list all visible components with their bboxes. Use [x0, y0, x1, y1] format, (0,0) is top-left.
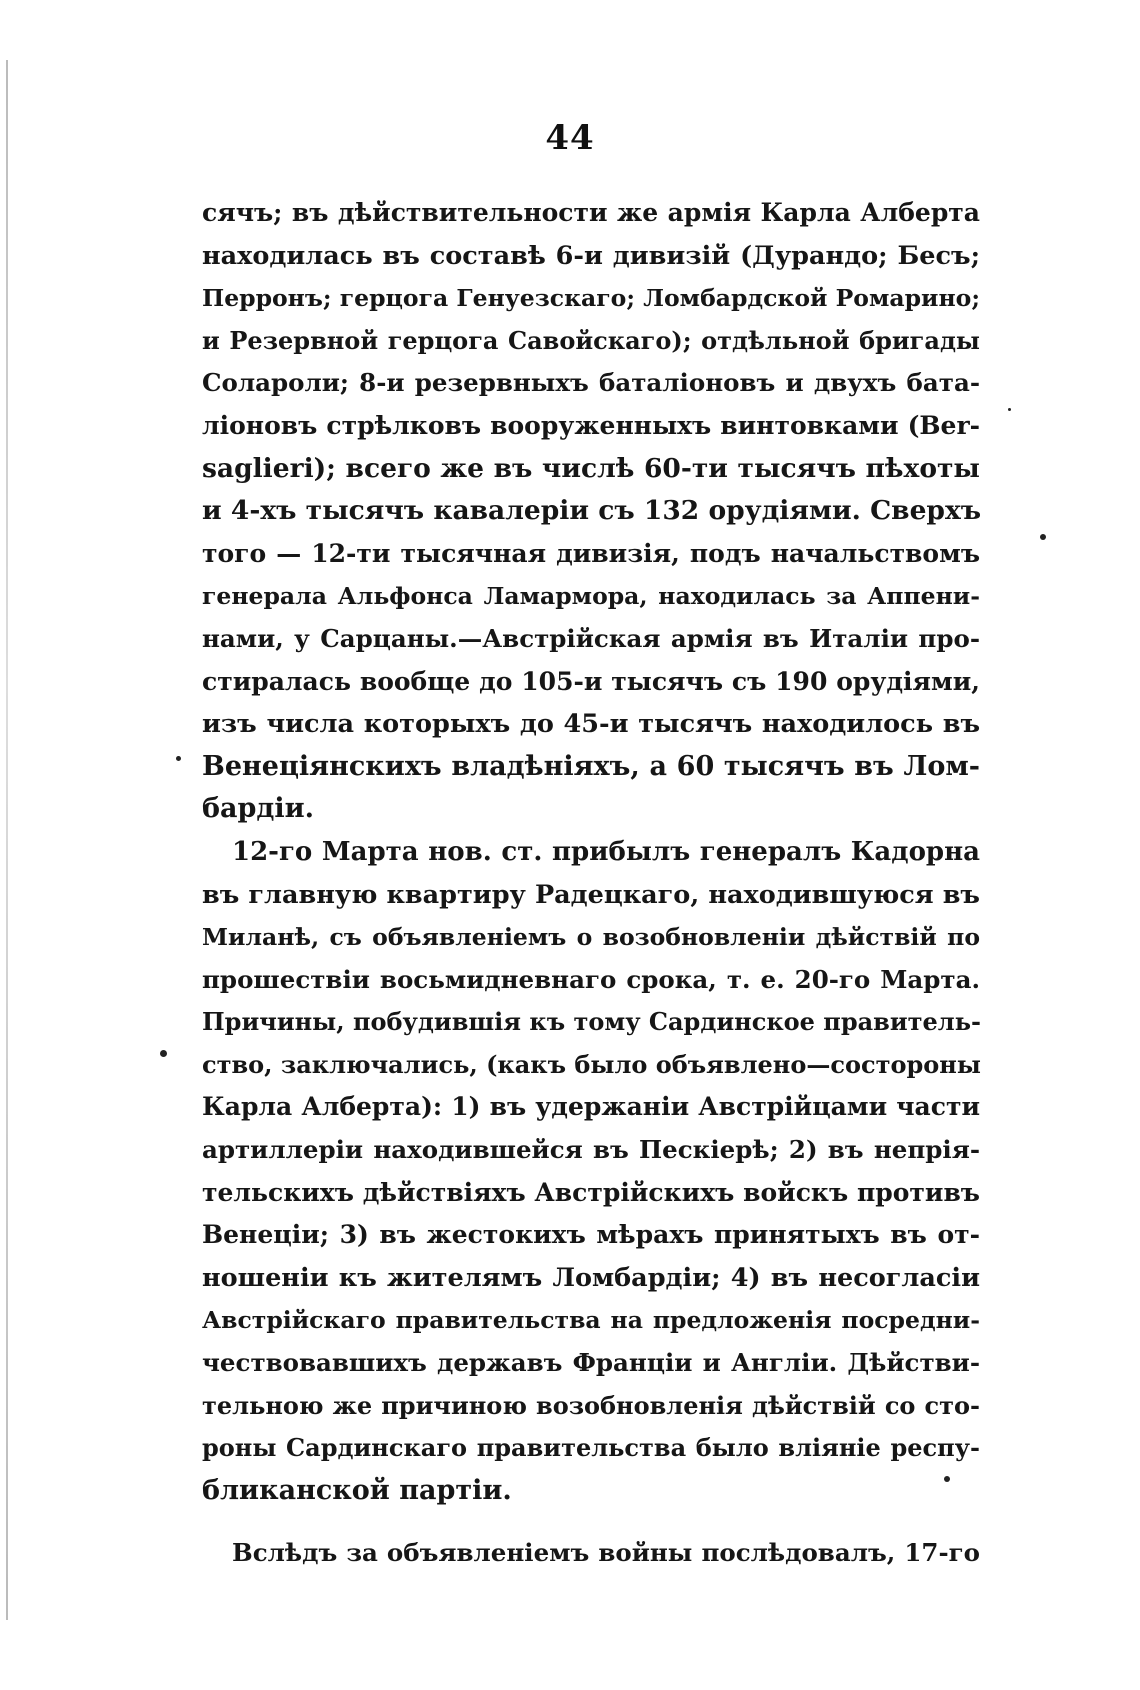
text-line: Карла Алберта): 1) въ удержаніи Австрійцами части	[202, 1092, 980, 1122]
text-line: Венеціи; 3) въ жестокихъ мѣрахъ принятыхъ въ от-	[202, 1220, 980, 1250]
text-line: изъ числа которыхъ до 45-и тысячъ находилось въ	[202, 709, 980, 740]
text-line: нами, у Сарцаны.—Австрійская армія въ Италіи про-	[202, 623, 980, 653]
text-line: и Резервной герцога Савойскаго); отдѣльной бригады	[202, 325, 980, 355]
paragraph-first-line: Вслѣдъ за объявленіемъ войны послѣдовалъ, 17-го	[232, 1538, 980, 1568]
text-line: Причины, побудившія къ тому Сардинское правитель-	[202, 1007, 981, 1037]
text-line: Солароли; 8-и резервныхъ баталіоновъ и двухъ бата-	[202, 368, 980, 398]
text-line: ліоновъ стрѣлковъ вооруженныхъ винтовками (Ber-	[202, 410, 980, 440]
text-line: чествовавшихъ державъ Франціи и Англіи. Дѣйстви-	[202, 1348, 980, 1378]
text-line: тельскихъ дѣйствіяхъ Австрійскихъ войскъ противъ	[202, 1177, 980, 1207]
text-line: Перронъ; герцога Генуезскаго; Ломбардской Ромарино;	[202, 284, 981, 313]
text-line: и 4-хъ тысячъ кавалеріи съ 132 орудіями. Сверхъ	[202, 495, 982, 527]
scan-speck	[1040, 534, 1046, 540]
text-line: Венеціянскихъ владѣніяхъ, а 60 тысячъ въ Лом-	[202, 750, 980, 782]
scan-speck	[160, 1050, 167, 1057]
text-line: бардіи.	[202, 793, 315, 825]
text-line: сячъ; въ дѣйствительности же армія Карла Алберта	[202, 198, 980, 227]
page-edge-line	[6, 60, 8, 1620]
text-line: бликанской партіи.	[202, 1474, 512, 1506]
text-line: стиралась вообще до 105-и тысячъ съ 190 орудіями,	[202, 666, 980, 696]
scan-speck	[1008, 408, 1011, 411]
text-line: того — 12-ти тысячная дивизія, подъ начальствомъ	[202, 538, 980, 568]
text-line: роны Сардинскаго правительства было вліяніе респу-	[202, 1433, 980, 1463]
body-text	[202, 192, 980, 1575]
text-line: въ главную квартиру Радецкаго, находившуюся въ	[202, 879, 980, 910]
text-line: генерала Альфонса Ламармора, находилась за Аппени-	[202, 582, 980, 611]
paragraph-first-line: 12-го Марта нов. ст. прибылъ генералъ Кадорна	[232, 836, 980, 867]
text-line: ношеніи къ жителямъ Ломбардіи; 4) въ несогласіи	[202, 1262, 980, 1293]
page-number: 44	[545, 118, 595, 158]
scan-speck	[944, 1476, 950, 1482]
text-line: артиллеріи находившейся въ Пескіерѣ; 2) въ непрія-	[202, 1135, 980, 1165]
paragraph-gap	[202, 1512, 980, 1532]
text-line: прошествіи восьмидневнаго срока, т. е. 20-го Марта.	[202, 964, 980, 994]
text-line: ство, заключались, (какъ было объявлено—состороны	[202, 1049, 981, 1079]
text-line: находилась въ составѣ 6-и дивизій (Дурандо; Бесъ;	[202, 240, 980, 271]
text-line: Австрійскаго правительства на предложенія посредни-	[202, 1306, 980, 1335]
text-line: Миланѣ, съ объявленіемъ о возобновленіи дѣйствій по	[202, 923, 980, 952]
text-line: тельною же причиною возобновленія дѣйствій со сто-	[202, 1390, 980, 1420]
scan-speck	[176, 756, 181, 761]
text-line: sаgliеri); всего же въ числѣ 60-ти тысячъ пѣхоты	[202, 452, 980, 484]
